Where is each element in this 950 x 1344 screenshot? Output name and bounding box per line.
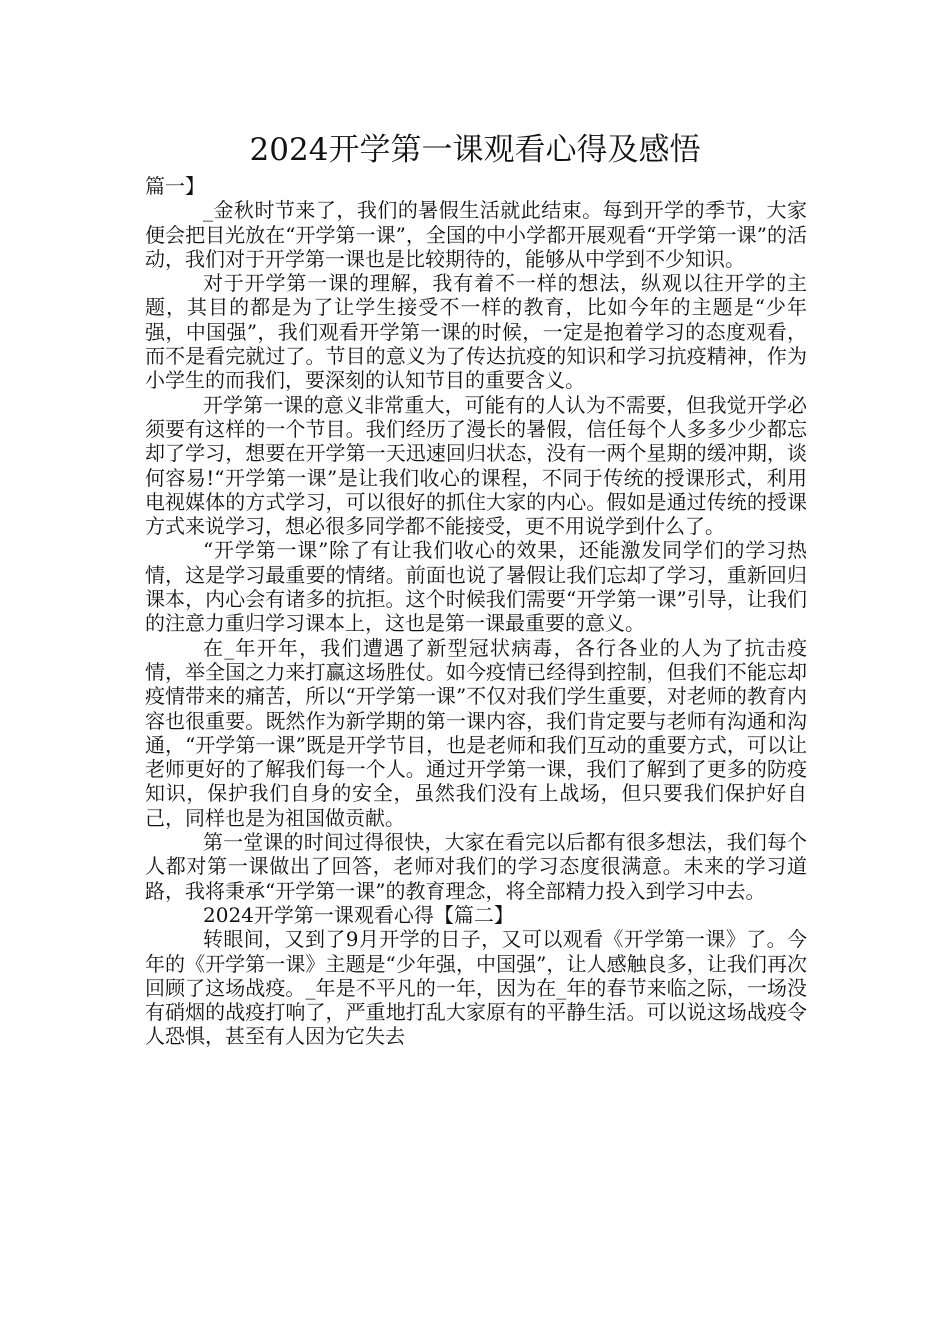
paragraph: 转眼间，又到了9月开学的日子，又可以观看《开学第一课》了。今年的《开学第一课》主题是“少年强，中国强”，让人感触良多，让我们再次回顾了这场战疫。_年是不平凡的一年，因为在_年的春节来临之际，一场没有硝烟的战疫打响了，严重地打乱大家原有的平静生活。可以说这场战疫令人恐惧，甚至有人因为它失去 — [145, 927, 807, 1049]
document-title: 2024开学第一课观看心得及感悟 — [249, 132, 701, 168]
document-body — [145, 174, 807, 1049]
paragraph: 第一堂课的时间过得很快，大家在看完以后都有很多想法，我们每个人都对第一课做出了回答，老师对我们的学习态度很满意。未来的学习道路，我将秉承“开学第一课”的教育理念，将全部精力投入到学习中去。 — [145, 830, 807, 903]
section-two-heading: 2024开学第一课观看心得【篇二】 — [203, 902, 514, 927]
paragraph: 对于开学第一课的理解，我有着不一样的想法，纵观以往开学的主题，其目的都是为了让学生接受不一样的教育，比如今年的主题是“少年强，中国强”，我们观看开学第一课的时候，一定是抱着学习的态度观看，而不是看完就过了。节目的意义为了传达抗疫的知识和学习抗疫精神，作为小学生的而我们，要深刻的认知节目的重要含义。 — [145, 271, 807, 393]
paragraph: 开学第一课的意义非常重大，可能有的人认为不需要，但我觉开学必须要有这样的一个节目。我们经历了漫长的暑假，信任每个人多多少少都忘却了学习，想要在开学第一天迅速回归状态，没有一两个星期的缓冲期，谈何容易!“开学第一课”是让我们收心的课程，不同于传统的授课形式，利用电视媒体的方式学习，可以很好的抓住大家的内心。假如是通过传统的授课方式来说学习，想必很多同学都不能接受，更不用说学到什么了。 — [145, 392, 807, 539]
section-one-label: 篇一】 — [145, 174, 205, 198]
paragraph: _金秋时节来了，我们的暑假生活就此结束。每到开学的季节，大家便会把目光放在“开学第一课”，全国的中小学都开展观看“开学第一课”的活动，我们对于开学第一课也是比较期待的，能够从中学到不少知识。 — [145, 198, 807, 271]
paragraph: “开学第一课”除了有让我们收心的效果，还能激发同学们的学习热情，这是学习最重要的情绪。前面也说了暑假让我们忘却了学习，重新回归课本，内心会有诸多的抗拒。这个时候我们需要“开学第一课”引导，让我们的注意力重归学习课本上，这也是第一课最重要的意义。 — [145, 538, 807, 636]
paragraph: 在_年开年，我们遭遇了新型冠状病毒，各行各业的人为了抗击疫情，举全国之力来打赢这场胜仗。如今疫情已经得到控制，但我们不能忘却疫情带来的痛苦，所以“开学第一课”不仅对我们学生重要，对老师的教育内容也很重要。既然作为新学期的第一课内容，我们肯定要与老师有沟通和沟通，“开学第一课”既是开学节目，也是老师和我们互动的重要方式，可以让老师更好的了解我们每一个人。通过开学第一课，我们了解到了更多的防疫知识，保护我们自身的安全，虽然我们没有上战场，但只要我们保护好自己，同样也是为祖国做贡献。 — [145, 635, 807, 830]
